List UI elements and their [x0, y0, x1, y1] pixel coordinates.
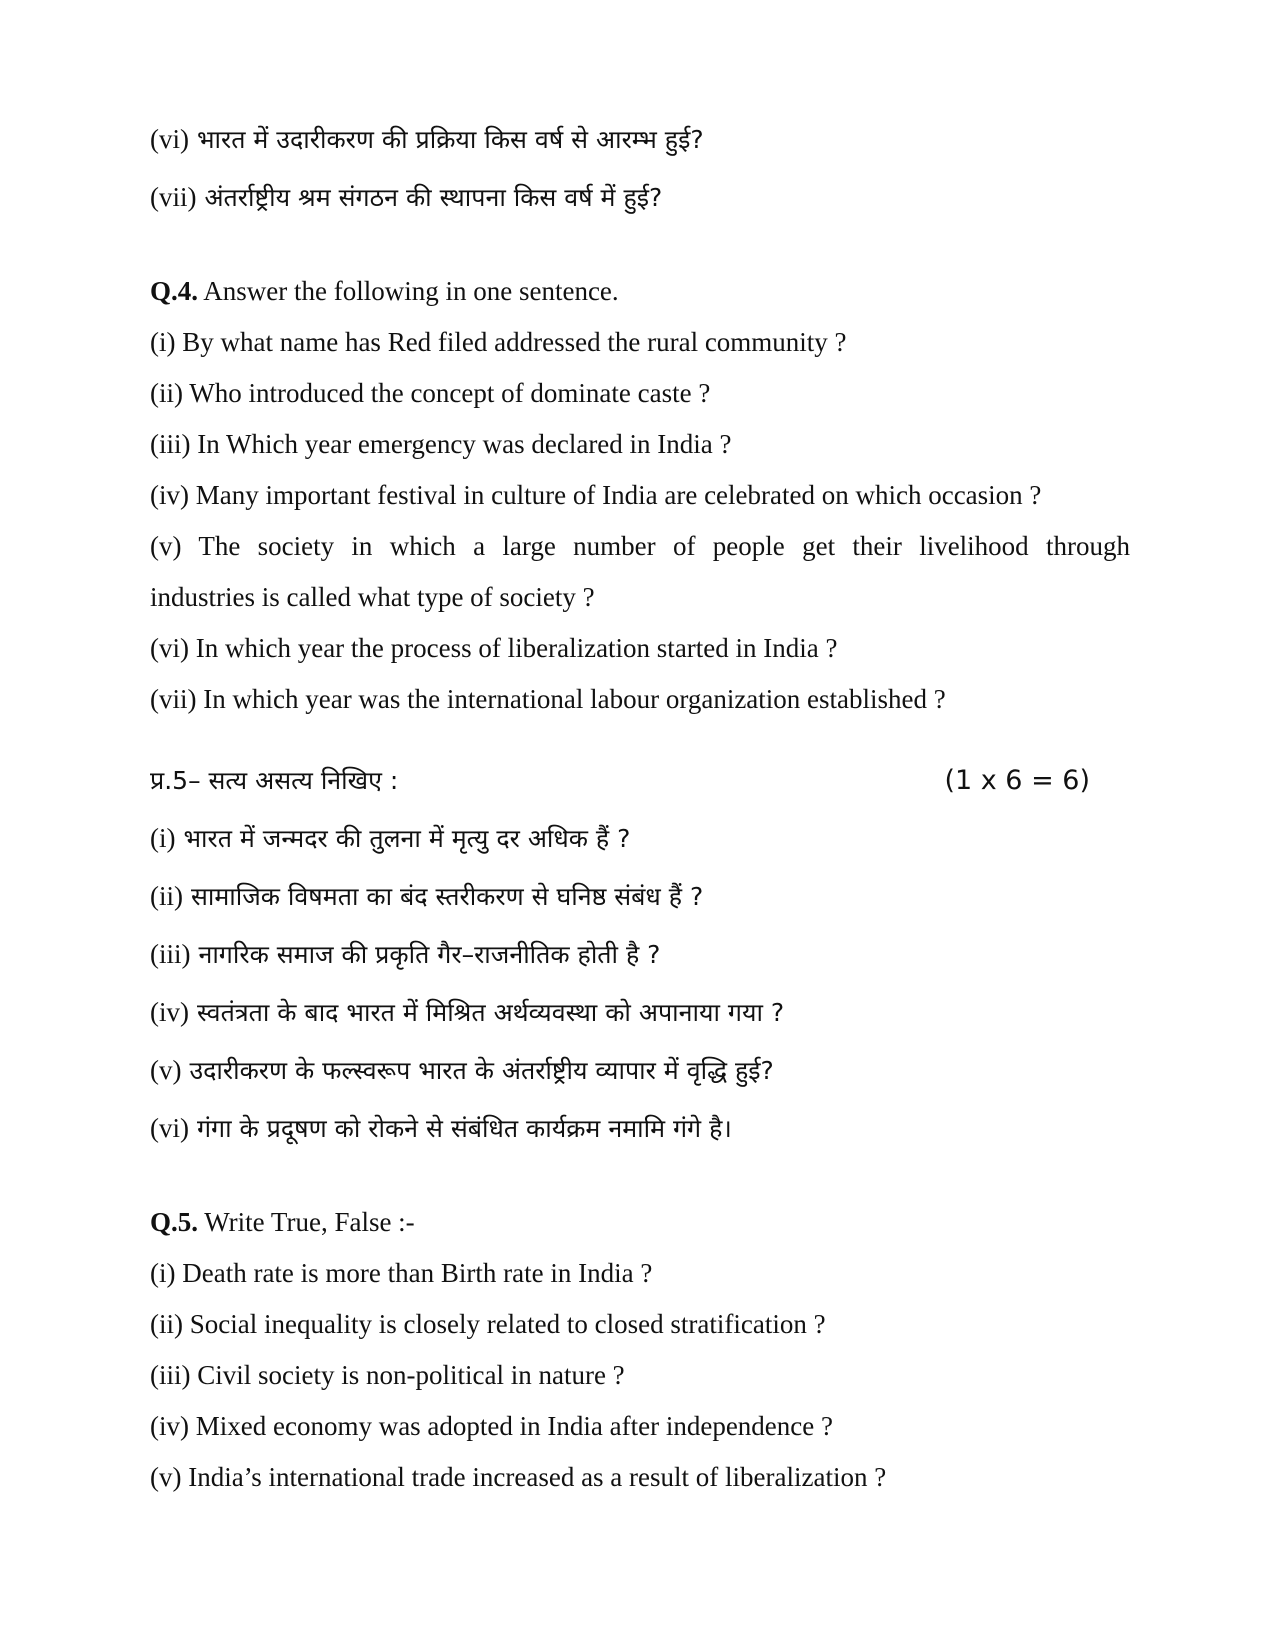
hindi-question-vii: (vii) अंतर्राष्ट्रीय श्रम संगठन की स्थापना किस वर्ष में हुई? — [150, 182, 663, 212]
p5-heading — [150, 751, 1130, 809]
p5-instruction: प्र.5– सत्य असत्य निखिए : — [150, 766, 399, 795]
q4-item-v: (v) The society in which a large number of people get their livelihood through — [150, 531, 1131, 561]
p5-item-vi: (vi) गंगा के प्रदूषण को रोकने से संबंधित कार्यक्रम नमामि गंगे है। — [150, 1113, 732, 1143]
q4-item-iii: (iii) In Which year emergency was declared in India ? — [150, 429, 732, 459]
p5-item-iii: (iii) नागरिक समाज की प्रकृति गैर–राजनीतिक होती है ? — [150, 939, 661, 969]
p5-item-iv: (iv) स्वतंत्रता के बाद भारत में मिश्रित अर्थव्यवस्था को अपानाया गया ? — [150, 997, 785, 1027]
q5-item-iv: (iv) Mixed economy was adopted in India after independence ? — [150, 1411, 833, 1441]
q4-item-iv: (iv) Many important festival in culture of India are celebrated on which occasion ? — [150, 480, 1042, 510]
p5-marks: (1 x 6 = 6) — [944, 764, 1090, 796]
q5-item-ii: (ii) Social inequality is closely related to closed stratification ? — [150, 1309, 826, 1339]
q4-item-ii: (ii) Who introduced the concept of dominate caste ? — [150, 378, 711, 408]
q4-item-i: (i) By what name has Red filed addressed the rural community ? — [150, 327, 847, 357]
question-page — [150, 110, 1130, 1503]
p5-item-v: (v) उदारीकरण के फल्स्वरूप भारत के अंतर्राष्ट्रीय व्यापार में वृद्धि हुई? — [150, 1055, 774, 1085]
hindi-question-vi: (vi) भारत में उदारीकरण की प्रक्रिया किस वर्ष से आरम्भ हुई? — [150, 124, 704, 154]
q5-item-i: (i) Death rate is more than Birth rate in India ? — [150, 1258, 653, 1288]
p5-item-ii: (ii) सामाजिक विषमता का बंद स्तरीकरण से घनिष्ठ संबंध हैं ? — [150, 881, 704, 911]
q5-item-iii: (iii) Civil society is non-political in nature ? — [150, 1360, 625, 1390]
q5-heading: Q.5. Write True, False :- — [150, 1207, 415, 1237]
q5-item-v: (v) India’s international trade increased as a result of liberalization ? — [150, 1462, 887, 1492]
q4-item-vii: (vii) In which year was the international labour organization established ? — [150, 684, 946, 714]
q4-item-vi: (vi) In which year the process of liberalization started in India ? — [150, 633, 838, 663]
p5-item-i: (i) भारत में जन्मदर की तुलना में मृत्यु दर अधिक हैं ? — [150, 823, 631, 853]
q4-heading: Q.4. Answer the following in one sentence. — [150, 276, 619, 306]
q4-item-v-continued: industries is called what type of society ? — [150, 582, 595, 612]
